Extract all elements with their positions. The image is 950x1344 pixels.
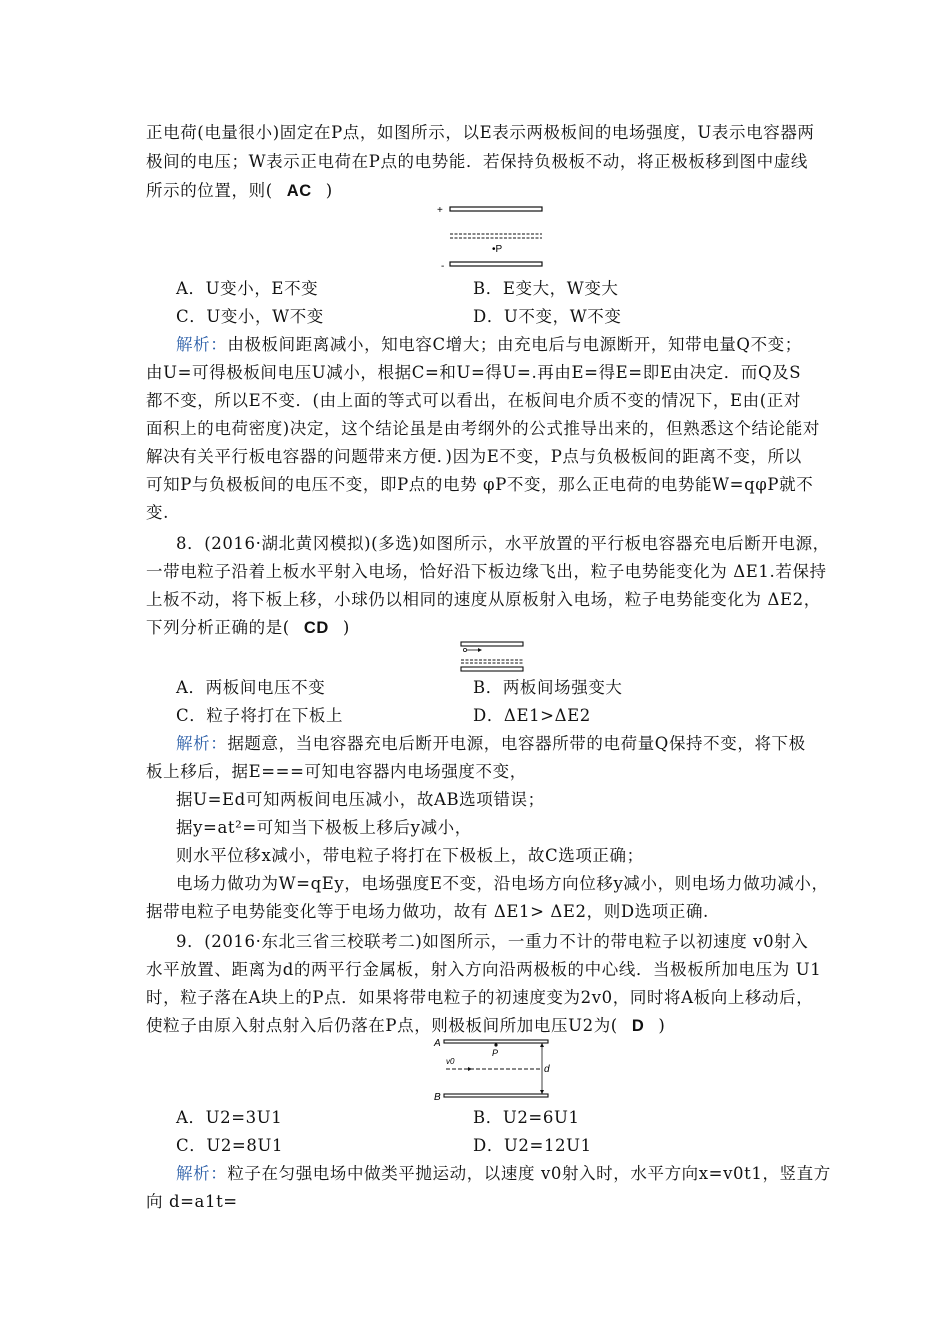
q7-solution-line-1: 解析：由极板间距离减小，知电容C增大；由充电后与电源断开，知带电量Q不变； bbox=[176, 335, 802, 354]
q8-solution-line-7: 据带电粒子电势能变化等于电场力做功，故有 ΔE1> ΔE2，则D选项正确. bbox=[146, 902, 709, 921]
q9-label-v0: v0 bbox=[446, 1057, 455, 1066]
q9-answer: D bbox=[631, 1017, 645, 1035]
q7-plus-sign: + bbox=[437, 205, 443, 216]
q7-solution-line-5: 解决有关平行板电容器的问题带来方便．)因为E不变，P点与负极板间的距离不变，所以 bbox=[146, 447, 802, 466]
q8-stem-line-4: 下列分析正确的是( CD ) bbox=[146, 618, 350, 637]
q7-stem-line-2: 极间的电压；W表示正电荷在P点的电势能．若保持负极板不动，将正极板移到图中虚线 bbox=[146, 152, 808, 171]
q9-plates-figure bbox=[428, 1036, 558, 1104]
q8-solution-line-3: 据U=Ed可知两板间电压减小，故AB选项错误； bbox=[176, 790, 545, 809]
q8-particle bbox=[463, 648, 466, 651]
q8-arrow-head bbox=[478, 648, 482, 652]
q7-stem-line-1: 正电荷(电量很小)固定在P点，如图所示，以E表示两极板间的电场强度，U表示电容器两 bbox=[146, 123, 815, 142]
q9-solution-line-2: 向 d=a1t= bbox=[146, 1192, 238, 1211]
q8-stem-line-2: 一带电粒子沿着上板水平射入电场，恰好沿下板边缘飞出，粒子电势能变化为 ΔE1.若保持 bbox=[146, 562, 827, 581]
q8-option-b: B．两板间场强变大 bbox=[473, 678, 623, 697]
q8-lower-plate bbox=[461, 667, 523, 671]
q9-point-p-dot bbox=[494, 1043, 497, 1046]
q9-label-d: d bbox=[544, 1064, 550, 1075]
q8-capacitor-figure bbox=[458, 640, 528, 674]
q8-option-c: C．粒子将打在下板上 bbox=[176, 706, 344, 725]
q8-jiexi-label: 解析： bbox=[176, 734, 228, 753]
q8-solution-line-6: 电场力做功为W=qEy，电场强度E不变，沿电场方向位移y减小，则电场力做功减小， bbox=[176, 874, 829, 893]
q7-option-c: C．U变小，W不变 bbox=[176, 307, 324, 326]
q7-option-d: D．U不变，W不变 bbox=[473, 307, 622, 326]
q8-stem-line-3: 上板不动，将下板上移，小球仍以相同的速度从原板射入电场，粒子电势能变化为 ΔE2， bbox=[146, 590, 821, 609]
q9-label-b: B bbox=[434, 1092, 441, 1103]
q8-solution-line-2: 板上移后，据E===可知电容器内电场强度不变， bbox=[146, 762, 527, 781]
q9-stem-line-2: 水平放置、距离为d的两平行金属板，射入方向沿两极板的中心线．当极板所加电压为 U1 bbox=[146, 960, 822, 979]
q8-solution-line-1: 解析：据题意，当电容器充电后断开电源，电容器所带的电荷量Q保持不变，将下极 bbox=[176, 734, 806, 753]
q7-negative-plate bbox=[450, 262, 542, 266]
q7-solution-line-7: 变. bbox=[146, 503, 169, 522]
q9-plate-a bbox=[444, 1040, 548, 1043]
q9-velocity-arrow bbox=[468, 1067, 472, 1071]
q8-solution-line-5: 则水平位移x减小，带电粒子将打在下极板上，故C选项正确； bbox=[176, 846, 644, 865]
q9-option-c: C．U2=8U1 bbox=[176, 1136, 284, 1155]
q9-option-a: A．U2=3U1 bbox=[176, 1108, 283, 1127]
q7-stem-line-3: 所示的位置，则( AC ) bbox=[146, 181, 333, 200]
q7-capacitor-figure bbox=[430, 202, 550, 274]
q7-option-b: B．E变大，W变大 bbox=[473, 279, 619, 298]
q8-solution-line-4: 据y=at²=可知当下极板上移后y减小， bbox=[176, 818, 472, 837]
q7-solution-line-3: 都不变，所以E不变．(由上面的等式可以看出，在板间电介质不变的情况下，E由(正对 bbox=[146, 391, 801, 410]
q8-option-d: D．ΔE1>ΔE2 bbox=[473, 706, 591, 725]
q8-upper-plate bbox=[461, 642, 523, 646]
q9-solution-line-1: 解析：粒子在匀强电场中做类平抛运动，以速度 v0射入时，水平方向x=v0t1，竖直方 bbox=[176, 1164, 831, 1183]
q8-answer: CD bbox=[303, 619, 329, 637]
q9-jiexi-label: 解析： bbox=[176, 1164, 228, 1183]
q9-stem-line-1: 9．(2016·东北三省三校联考二)如图所示，一重力不计的带电粒子以初速度 v0射入 bbox=[176, 932, 809, 951]
q7-solution-line-6: 可知P与负极板间的电压不变，即P点的电势 φP不变，那么正电荷的电势能W=qφP就不 bbox=[146, 475, 814, 494]
q7-option-a: A．U变小，E不变 bbox=[176, 279, 319, 298]
q9-label-a: A bbox=[434, 1038, 441, 1049]
q8-stem-line-1: 8．(2016·湖北黄冈模拟)(多选)如图所示，水平放置的平行板电容器充电后断开电源， bbox=[176, 534, 830, 553]
q9-option-d: D．U2=12U1 bbox=[473, 1136, 592, 1155]
q9-distance-arrow-top bbox=[540, 1043, 544, 1047]
q9-label-p: P bbox=[492, 1048, 499, 1058]
q9-option-b: B．U2=6U1 bbox=[473, 1108, 580, 1127]
q7-jiexi-label: 解析： bbox=[176, 335, 228, 354]
q7-minus-sign: - bbox=[441, 261, 445, 272]
q7-point-p: •P bbox=[492, 244, 503, 255]
q8-option-a: A．两板间电压不变 bbox=[176, 678, 326, 697]
q7-answer: AC bbox=[286, 182, 312, 200]
q9-distance-arrow-bottom bbox=[540, 1090, 544, 1094]
q9-plate-b bbox=[444, 1094, 548, 1097]
q7-solution-line-4: 面积上的电荷密度)决定，这个结论虽是由考纲外的公式推导出来的，但熟悉这个结论能对 bbox=[146, 419, 820, 438]
q9-stem-line-3: 时，粒子落在A块上的P点．如果将带电粒子的初速度变为2v0，同时将A板向上移动后， bbox=[146, 988, 814, 1007]
q9-stem-line-4: 使粒子由原入射点射入后仍落在P点，则极板间所加电压U2为( D ) bbox=[146, 1016, 666, 1035]
q7-positive-plate bbox=[450, 207, 542, 211]
q7-solution-line-2: 由U=可得极板间电压U减小，根据C=和U=得U=.再由E=得E=即E由决定．而Q及S bbox=[146, 363, 802, 382]
